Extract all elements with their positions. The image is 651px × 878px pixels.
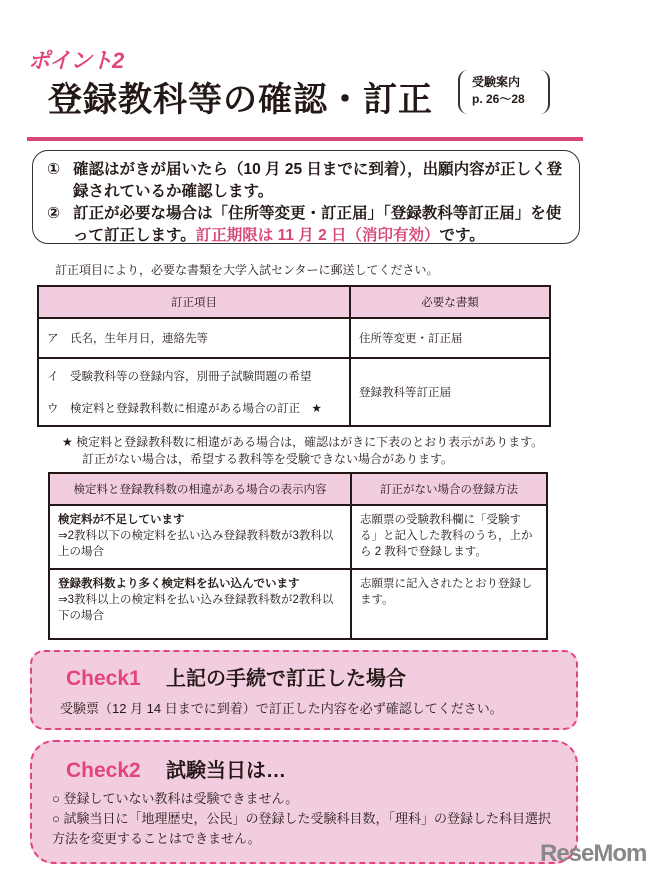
star-note [62,434,543,468]
list-item: ○ 試験当日に「地理歴史，公民」の登録した受験科目数，「理科」の登録した科目選択方法を変更することはできません。 [52,811,551,846]
summary-item-2 [47,203,565,247]
correction-table [37,285,551,427]
star-note-line: 訂正がない場合は，希望する教科等を受験できない場合があります。 [82,452,454,466]
reference-box [458,70,550,114]
header-display: 検定料と登録教科数の相違がある場合の表示内容 [49,473,351,505]
check1-box [30,650,578,730]
point-label: ポイント2 [28,48,124,73]
summary-box [32,150,580,244]
star-note-line: ★ 検定料と登録教科数に相違がある場合は，確認はがきに下表のとおり表示があります。 [62,435,544,449]
item-text: 確認はがきが届いたら（10 月 25 日までに到着），出願内容が正しく登録されているか確認します。 [73,161,563,200]
row-item: イ 受験教科等の登録内容，別冊子試験問題の希望 [47,371,312,383]
row-document: 住所等変更・訂正届 [350,318,550,358]
page-title: 登録教科等の確認・訂正 [48,81,433,119]
item-text: 訂正が必要な場合は「住所等変更・訂正届」「登録教科等訂正届」を使って訂正します。 [73,205,562,244]
row-detail: ⇒3教科以上の検定料を払い込み登録教科数が2教科以下の場合 [58,594,334,622]
row-item: ア 氏名，生年月日，連絡先等 [38,318,350,358]
reference-pages: p. 26〜28 [472,92,525,106]
table-row [49,505,547,569]
deadline-highlight: 訂正期限は 11 月 2 日（消印有効） [195,227,440,244]
check-label: Check2 [66,759,141,782]
check-heading: 試験当日は… [166,760,286,782]
reference-title: 受験案内 [472,75,521,89]
item-tail: です。 [439,227,485,244]
table-row [38,358,550,426]
row-method: 志願票に記入されたとおり登録します。 [351,569,547,639]
header-method: 訂正がない場合の登録方法 [351,473,547,505]
check-label: Check1 [66,667,141,690]
discrepancy-table [48,472,548,640]
table-row [49,569,547,639]
check-heading: 上記の手続で訂正した場合 [166,668,406,690]
check-body: 受験票（12 月 14 日までに到着）で訂正した内容を必ず確認してください。 [60,701,503,716]
header-document: 必要な書類 [350,286,550,318]
check-list [52,789,556,849]
item-number: ② [47,205,61,222]
row-item: ウ 検定料と登録教科数に相違がある場合の訂正 ★ [47,403,322,415]
mailing-note: 訂正項目により，必要な書類を大学入試センターに郵送してください。 [55,263,439,277]
row-method: 志願票の受験教科欄に「受験する」と記入した教科のうち，上から 2 教科で登録します。 [351,505,547,569]
title-divider [27,137,583,141]
summary-item-1 [47,159,565,203]
item-number: ① [47,161,61,178]
resemom-logo: ReseMom [540,840,647,867]
row-detail: ⇒2教科以下の検定料を払い込み登録教科数が3教科以上の場合 [58,530,334,558]
row-title: 検定料が不足しています [58,514,185,526]
check2-box [30,740,578,864]
header-item: 訂正項目 [38,286,350,318]
table-row [38,318,550,358]
list-item: ○ 登録していない教科は受験できません。 [52,791,299,806]
row-document: 登録教科等訂正届 [350,358,550,426]
row-title: 登録教科数より多く検定料を払い込んでいます [58,578,300,590]
